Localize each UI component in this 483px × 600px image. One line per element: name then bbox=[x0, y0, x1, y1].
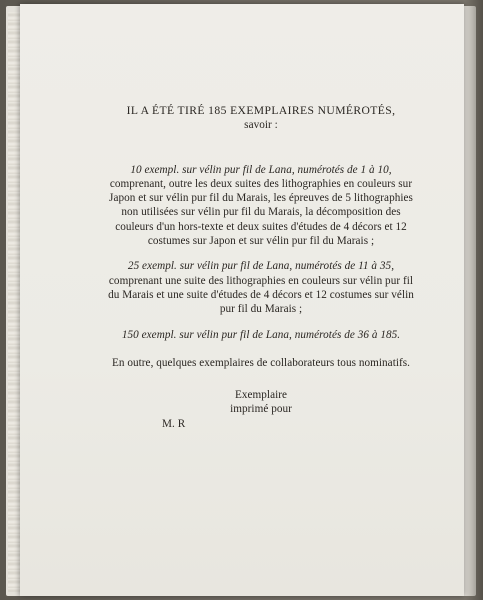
edition-paragraph-1 bbox=[102, 163, 420, 249]
edition-body-2: comprenant une suite des lithographies en couleurs sur vélin pur fil du Marais et une suite d'études de 4 décors et 12 costumes sur vélin pur fil du Marais ; bbox=[108, 274, 414, 316]
page-shadow bbox=[465, 0, 483, 600]
exemplaire-line-2: imprimé pour bbox=[230, 403, 292, 416]
colophon-page bbox=[20, 4, 464, 596]
colophon-heading: IL A ÉTÉ TIRÉ 185 EXEMPLAIRES NUMÉROTÉS, bbox=[126, 104, 396, 117]
colophon-text bbox=[102, 104, 420, 431]
edition-paragraph-2 bbox=[102, 259, 420, 316]
edition-body-1: comprenant, outre les deux suites des lithographies en couleurs sur Japon et sur vélin pur fil du Marais, les épreuves de 5 lithographies non utilisées sur vélin pur fil du Marais, la décomposition des couleurs d'un hors-texte et deux suites d'études de 4 décors et 12 costumes sur Japon et sur vélin pur fil du Marais ; bbox=[109, 177, 413, 248]
colophon-subheading: savoir : bbox=[244, 119, 278, 132]
collaborators-note: En outre, quelques exemplaires de collaborateurs tous nominatifs. bbox=[111, 356, 411, 369]
exemplaire-recipient: M. R bbox=[162, 417, 186, 430]
edition-lead-2: 25 exempl. sur vélin pur fil de Lana, numérotés de 11 à 35, bbox=[127, 260, 395, 273]
edition-lead-1: 10 exempl. sur vélin pur fil de Lana, numérotés de 1 à 10, bbox=[130, 163, 392, 176]
exemplaire-line-1: Exemplaire bbox=[234, 389, 288, 402]
edition-paragraph-3 bbox=[102, 328, 420, 342]
edition-lead-3: 150 exempl. sur vélin pur fil de Lana, numérotés de 36 à 185. bbox=[121, 328, 401, 341]
